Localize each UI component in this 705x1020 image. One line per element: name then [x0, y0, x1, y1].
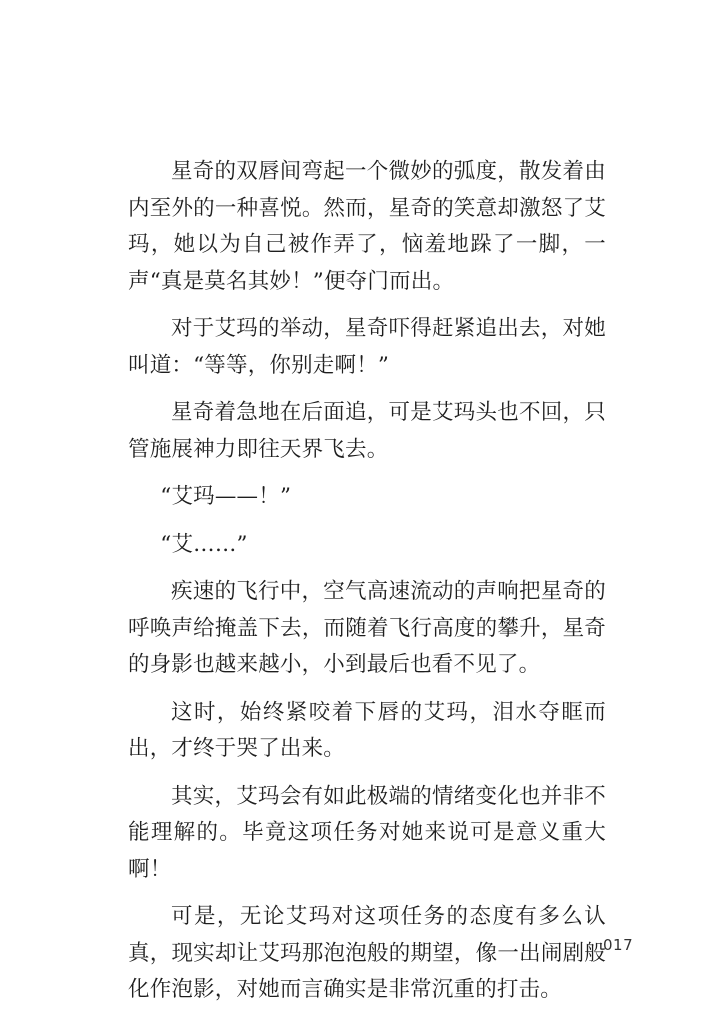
paragraph-4: “艾玛——！” [160, 484, 292, 509]
paragraph-7: 这时，始终紧咬着下唇的艾玛，泪水夺眶而出，才终于哭了出来。 [128, 699, 606, 761]
body-text [128, 154, 606, 1020]
page-number: 017 [603, 936, 634, 954]
paragraph-8: 其实，艾玛会有如此极端的情绪变化也并非不能理解的。毕竟这项任务对她来说可是意义重大啊！ [128, 783, 606, 882]
paragraph-2: 对于艾玛的举动，星奇吓得赶紧追出去，对她叫道：“等等，你别走啊！” [128, 316, 606, 378]
paragraph-5: “艾……” [160, 531, 248, 557]
paragraph-9: 可是，无论艾玛对这项任务的态度有多么认真，现实却让艾玛那泡泡般的期望，像一出闹剧般化作泡影，对她而言确实是非常沉重的打击。 [128, 904, 606, 1002]
paragraph-6: 疾速的飞行中，空气高速流动的声响把星奇的呼唤声给掩盖下去，而随着飞行高度的攀升，星奇的身影也越来越小，小到最后也看不见了。 [128, 579, 606, 677]
paragraph-3: 星奇着急地在后面追，可是艾玛头也不回，只管施展神力即往天界飞去。 [128, 400, 606, 462]
paragraph-1: 星奇的双唇间弯起一个微妙的弧度，散发着由内至外的一种喜悦。然而，星奇的笑意却激怒了艾玛，她以为自己被作弄了，恼羞地跺了一脚，一声“真是莫名其妙！”便夺门而出。 [128, 159, 606, 294]
